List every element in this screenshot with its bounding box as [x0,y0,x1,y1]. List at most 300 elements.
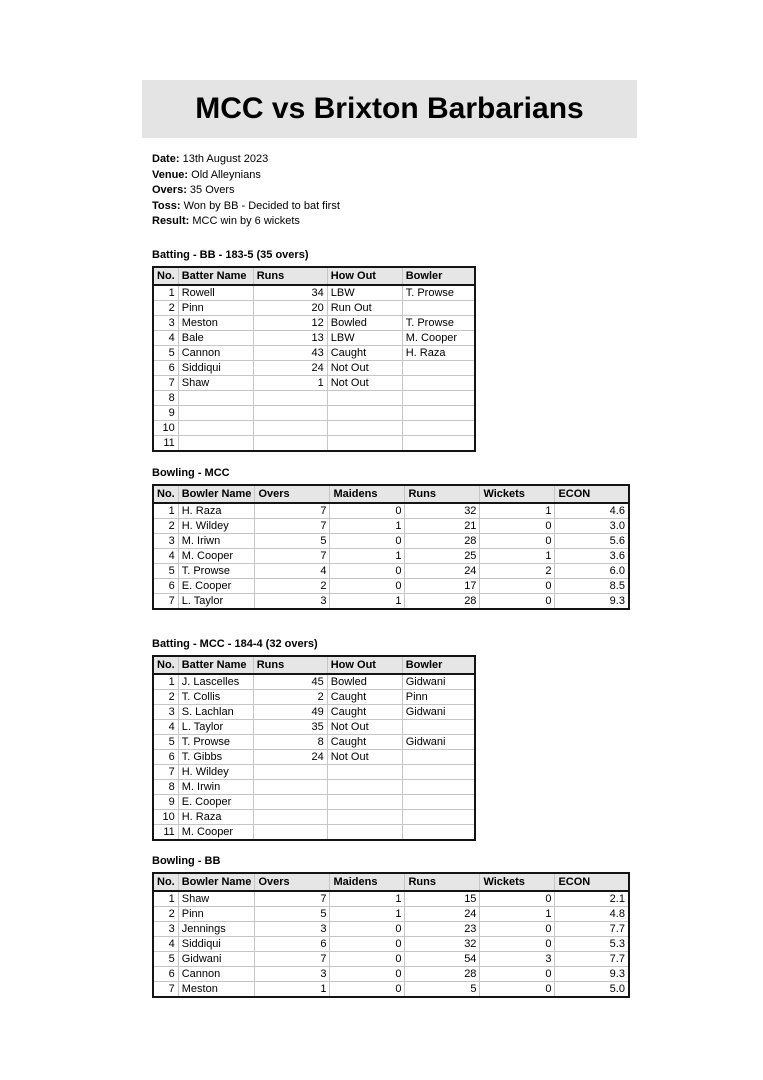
cell: 6.0 [555,564,629,579]
cell: 1 [480,503,555,519]
cell: 0 [330,564,405,579]
match-info-line-result [152,214,340,230]
table-row [153,421,475,436]
section-batting-mcc [152,638,476,841]
cell: 7 [255,549,330,564]
column-header: Runs [253,656,327,674]
cell: 3 [153,316,178,331]
cell: 11 [153,436,178,452]
cell: Meston [178,982,255,998]
cell: 17 [405,579,480,594]
cell [327,421,402,436]
cell: E. Cooper [178,795,253,810]
table-row [153,690,475,705]
cell: Pinn [178,907,255,922]
cell: 0 [480,967,555,982]
cell: 1 [330,519,405,534]
column-header: No. [153,485,178,503]
cell: Shaw [178,891,255,907]
cell: E. Cooper [178,579,255,594]
column-header: Runs [405,485,480,503]
cell [178,391,253,406]
cell: 7 [255,952,330,967]
table-row [153,564,629,579]
cell: 2 [253,690,327,705]
match-info-label: Date: [152,153,180,165]
cell [253,780,327,795]
match-info-line-date [152,152,340,168]
section-title: Bowling - BB [152,855,221,867]
cell: M. Cooper [178,825,253,841]
cell: 8 [153,780,178,795]
cell: 3.6 [555,549,629,564]
cell: 2 [255,579,330,594]
match-info-value: MCC win by 6 wickets [192,215,300,228]
cell: 43 [253,346,327,361]
cell: Gidwani [402,674,475,690]
cell: 5.6 [555,534,629,549]
table-row [153,391,475,406]
table-row [153,285,475,301]
cell: H. Raza [178,810,253,825]
column-header: No. [153,267,178,285]
cell: 3 [480,952,555,967]
table-row [153,674,475,690]
cell [402,795,475,810]
bowling-bb-table [152,872,630,998]
cell: 7 [153,376,178,391]
cell: 7 [153,765,178,780]
section-title: Bowling - MCC [152,467,230,479]
cell: 3 [255,594,330,610]
table-row [153,922,629,937]
cell: Caught [327,346,402,361]
cell: Gidwani [402,705,475,720]
cell: 5 [153,952,178,967]
cell: 11 [153,825,178,841]
cell: 1 [330,594,405,610]
cell: Bale [178,331,253,346]
cell: Gidwani [402,735,475,750]
cell: 5.0 [555,982,629,998]
table-row [153,519,629,534]
cell: 7 [153,982,178,998]
column-header: ECON [555,873,629,891]
cell: M. Cooper [402,331,475,346]
cell: 0 [330,982,405,998]
cell: 15 [405,891,480,907]
table-row [153,406,475,421]
cell: Cannon [178,967,255,982]
column-header: Runs [405,873,480,891]
cell: 2 [153,907,178,922]
table-row [153,780,475,795]
cell: 2 [153,690,178,705]
cell [253,765,327,780]
header-row [153,267,475,285]
column-header: No. [153,873,178,891]
cell: 5 [405,982,480,998]
cell: 5 [255,907,330,922]
cell: H. Raza [402,346,475,361]
cell [402,436,475,452]
cell: 6 [255,937,330,952]
cell: 45 [253,674,327,690]
match-info-line-venue [152,168,340,184]
cell: T. Prowse [402,285,475,301]
cell: Jennings [178,922,255,937]
section-bowling-bb [152,855,630,998]
cell: 2 [480,564,555,579]
cell: 13 [253,331,327,346]
cell [253,810,327,825]
cell: 0 [330,952,405,967]
cell [327,765,402,780]
column-header: Batter Name [178,267,253,285]
table-row [153,705,475,720]
batting-mcc-table [152,655,476,841]
cell: 25 [405,549,480,564]
cell: L. Taylor [178,594,255,610]
cell: Bowled [327,674,402,690]
cell [327,795,402,810]
cell: 35 [253,720,327,735]
cell: 9.3 [555,967,629,982]
cell: 7 [153,594,178,610]
match-info-line-toss [152,199,340,215]
cell: 6 [153,361,178,376]
section-title: Batting - BB - 183-5 (35 overs) [152,249,309,261]
cell: 7 [255,891,330,907]
match-info-value: Won by BB - Decided to bat first [183,199,340,212]
cell [327,406,402,421]
cell: 5 [153,564,178,579]
table-row [153,331,475,346]
header-row [153,656,475,674]
column-header: Wickets [480,485,555,503]
table-row [153,967,629,982]
cell: 7 [255,519,330,534]
cell: 2.1 [555,891,629,907]
cell: 4 [153,331,178,346]
cell: Pinn [178,301,253,316]
table-row [153,982,629,998]
cell: 1 [330,549,405,564]
column-header: No. [153,656,178,674]
table-row [153,316,475,331]
cell: 5.3 [555,937,629,952]
cell: 0 [330,922,405,937]
cell [402,376,475,391]
cell: 7 [255,503,330,519]
cell: L. Taylor [178,720,253,735]
section-bowling-mcc [152,467,630,610]
header-row [153,873,629,891]
cell [327,810,402,825]
cell: 1 [480,907,555,922]
section-title: Batting - MCC - 184-4 (32 overs) [152,638,318,650]
cell: 0 [480,594,555,610]
cell: T. Gibbs [178,750,253,765]
bowling-mcc-table [152,484,630,610]
cell: 1 [153,503,178,519]
table-row [153,891,629,907]
title-banner [142,80,637,138]
section-batting-bb [152,249,476,452]
cell: 0 [480,982,555,998]
cell: Meston [178,316,253,331]
cell: 0 [480,937,555,952]
cell: 4.6 [555,503,629,519]
column-header: Batter Name [178,656,253,674]
cell: 3 [153,922,178,937]
cell: M. Irwin [178,780,253,795]
match-info-block [152,152,340,230]
cell [402,301,475,316]
cell: T. Prowse [402,316,475,331]
cell: M. Cooper [178,549,255,564]
cell: 12 [253,316,327,331]
cell: Caught [327,705,402,720]
page-title: MCC vs Brixton Barbarians [195,92,584,125]
cell: 7.7 [555,922,629,937]
cell: Not Out [327,750,402,765]
cell [402,406,475,421]
match-info-label: Toss: [152,199,181,212]
cell [253,421,327,436]
cell: 4.8 [555,907,629,922]
cell: 32 [405,937,480,952]
table-row [153,301,475,316]
cell: Cannon [178,346,253,361]
cell: 1 [480,549,555,564]
column-header: How Out [327,267,402,285]
cell [327,780,402,795]
match-info-label: Overs: [152,184,187,197]
cell: 3 [255,967,330,982]
cell: H. Wildey [178,519,255,534]
cell: 0 [480,579,555,594]
cell [402,810,475,825]
cell: LBW [327,285,402,301]
table-row [153,346,475,361]
column-header: Overs [255,485,330,503]
match-info-value: Old Alleynians [191,168,261,181]
cell [402,825,475,841]
cell [253,825,327,841]
cell: 21 [405,519,480,534]
cell: 54 [405,952,480,967]
table-row [153,579,629,594]
cell [253,795,327,810]
cell [327,436,402,452]
cell: 2 [153,301,178,316]
cell [327,825,402,841]
cell: 24 [405,907,480,922]
cell: J. Lascelles [178,674,253,690]
cell [253,406,327,421]
table-row [153,549,629,564]
cell: 7.7 [555,952,629,967]
cell [178,436,253,452]
cell: H. Wildey [178,765,253,780]
column-header: Wickets [480,873,555,891]
cell [178,421,253,436]
cell: 3 [153,705,178,720]
cell: Shaw [178,376,253,391]
cell [402,720,475,735]
column-header: Maidens [330,873,405,891]
cell: Pinn [402,690,475,705]
table-row [153,795,475,810]
cell: 28 [405,534,480,549]
column-header: Runs [253,267,327,285]
cell: T. Collis [178,690,253,705]
cell: LBW [327,331,402,346]
batting-bb-table [152,266,476,452]
column-header: Bowler [402,267,475,285]
table-row [153,825,475,841]
cell [253,391,327,406]
cell: 20 [253,301,327,316]
cell: 24 [405,564,480,579]
cell: Caught [327,690,402,705]
cell: Run Out [327,301,402,316]
cell: 8 [253,735,327,750]
cell: 1 [330,907,405,922]
cell: 2 [153,519,178,534]
match-info-line-overs [152,183,340,199]
table-row [153,765,475,780]
cell: 6 [153,579,178,594]
table-row [153,907,629,922]
table-row [153,534,629,549]
table-row [153,361,475,376]
cell: 1 [153,674,178,690]
cell: 1 [255,982,330,998]
cell: 3 [153,534,178,549]
table-row [153,810,475,825]
cell: Bowled [327,316,402,331]
cell [402,750,475,765]
table-row [153,436,475,452]
cell: 1 [253,376,327,391]
cell: Rowell [178,285,253,301]
cell: 3 [255,922,330,937]
cell: 24 [253,750,327,765]
cell: 3.0 [555,519,629,534]
column-header: Overs [255,873,330,891]
cell: Caught [327,735,402,750]
cell: 28 [405,967,480,982]
match-info-value: 13th August 2023 [182,153,269,165]
cell: 1 [330,891,405,907]
cell: Siddiqui [178,937,255,952]
cell: 0 [480,519,555,534]
cell: 0 [480,534,555,549]
cell: 10 [153,810,178,825]
table-row [153,937,629,952]
cell: 0 [480,922,555,937]
match-info-value: 35 Overs [189,184,235,197]
cell: 23 [405,922,480,937]
match-info-label: Result: [152,215,190,228]
cell: 34 [253,285,327,301]
cell: 0 [480,891,555,907]
cell: 5 [255,534,330,549]
cell: 8 [153,391,178,406]
table-row [153,376,475,391]
header-row [153,485,629,503]
cell: 0 [330,937,405,952]
cell: T. Prowse [178,564,255,579]
cell: 49 [253,705,327,720]
column-header: Maidens [330,485,405,503]
cell: 9 [153,795,178,810]
table-row [153,952,629,967]
cell: 0 [330,579,405,594]
cell: 10 [153,421,178,436]
cell: 8.5 [555,579,629,594]
cell [402,361,475,376]
cell: 6 [153,750,178,765]
column-header: How Out [327,656,402,674]
cell: H. Raza [178,503,255,519]
table-row [153,503,629,519]
cell: 4 [153,720,178,735]
cell: T. Prowse [178,735,253,750]
cell: 1 [153,285,178,301]
cell: Not Out [327,361,402,376]
cell: Not Out [327,720,402,735]
column-header: Bowler Name [178,485,255,503]
match-info-label: Venue: [152,168,189,181]
cell [327,391,402,406]
cell [402,391,475,406]
cell: M. Iriwn [178,534,255,549]
cell [402,765,475,780]
cell: 32 [405,503,480,519]
cell [253,436,327,452]
cell: 0 [330,967,405,982]
cell: 0 [330,534,405,549]
cell: Gidwani [178,952,255,967]
cell [178,406,253,421]
cell: Siddiqui [178,361,253,376]
cell: 5 [153,735,178,750]
cell: 24 [253,361,327,376]
table-row [153,735,475,750]
cell: Not Out [327,376,402,391]
cell: 4 [153,937,178,952]
column-header: ECON [555,485,629,503]
table-row [153,594,629,610]
column-header: Bowler [402,656,475,674]
cell: 9.3 [555,594,629,610]
cell: 9 [153,406,178,421]
cell: 4 [255,564,330,579]
cell: 4 [153,549,178,564]
cell: 5 [153,346,178,361]
table-row [153,750,475,765]
cell [402,780,475,795]
cell: 6 [153,967,178,982]
cell [402,421,475,436]
table-row [153,720,475,735]
cell: 28 [405,594,480,610]
cell: 0 [330,503,405,519]
column-header: Bowler Name [178,873,255,891]
